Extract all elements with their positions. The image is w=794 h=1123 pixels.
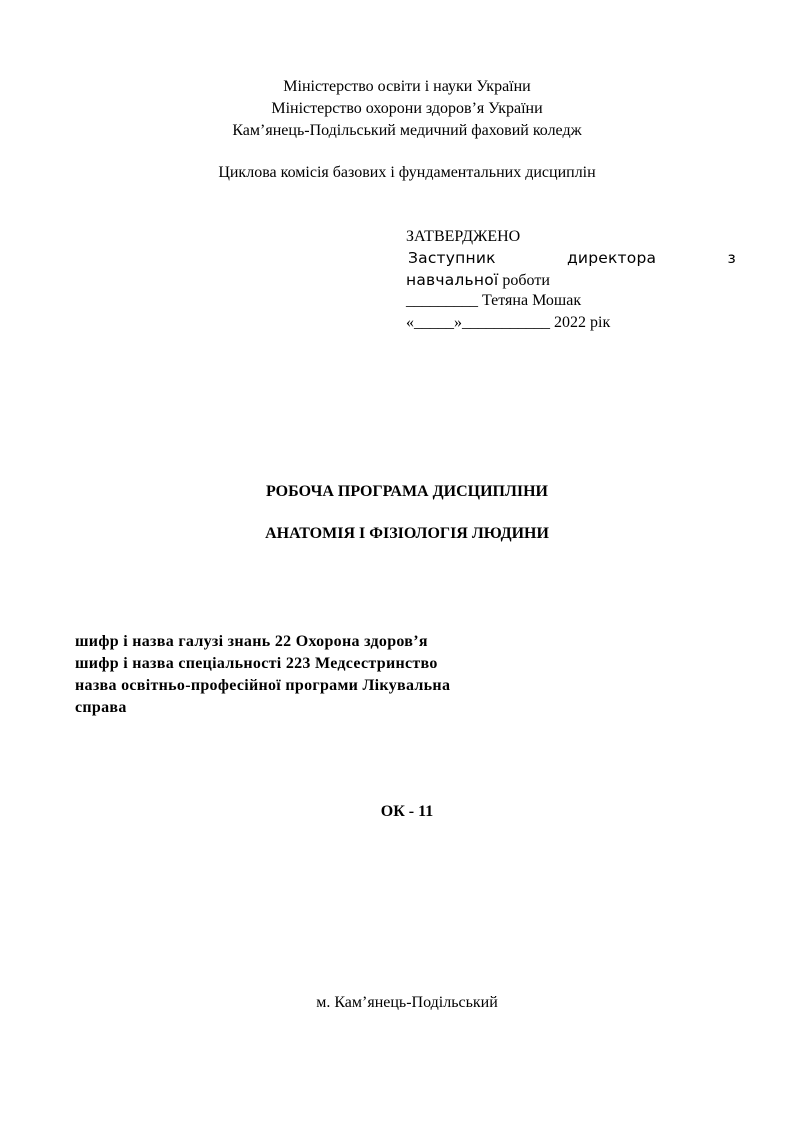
info-program-name: назва освітньо-професійної програми Лікувальна xyxy=(75,677,451,694)
approval-title: ЗАТВЕРДЖЕНО xyxy=(406,228,521,245)
approval-date: «_____»___________ 2022 рік xyxy=(406,314,611,331)
program-title: РОБОЧА ПРОГРАМА ДИСЦИПЛІНИ xyxy=(265,483,548,500)
ministry-health: Міністерство охорони здоров’я України xyxy=(271,100,543,117)
ministry-education: Міністерство освіти і науки України xyxy=(283,78,531,95)
approval-position-line1 xyxy=(408,248,736,268)
approval-position-line2a: навчальної xyxy=(406,271,499,289)
approval-position-line2b: роботи xyxy=(498,272,550,289)
discipline-code: ОК - 11 xyxy=(380,803,434,820)
approval-position-line2 xyxy=(406,270,550,291)
approval-position-word1: Заступник xyxy=(408,249,496,267)
info-program-name-cont: справа xyxy=(75,699,127,716)
discipline-title: АНАТОМІЯ І ФІЗІОЛОГІЯ ЛЮДИНИ xyxy=(265,525,549,542)
approval-signature: _________ Тетяна Мошак xyxy=(406,292,582,309)
approval-position-word3: з xyxy=(727,249,736,267)
info-specialty: шифр і назва спеціальності 223 Медсестринство xyxy=(75,655,438,672)
city: м. Кам’янець-Подільський xyxy=(316,994,498,1011)
info-field-of-knowledge: шифр і назва галузі знань 22 Охорона здоров’я xyxy=(75,633,428,650)
approval-position-word2: директора xyxy=(567,249,657,267)
cycle-commission: Циклова комісія базових і фундаментальних дисциплін xyxy=(218,164,596,181)
college-name: Кам’янець-Подільський медичний фаховий коледж xyxy=(232,122,582,139)
